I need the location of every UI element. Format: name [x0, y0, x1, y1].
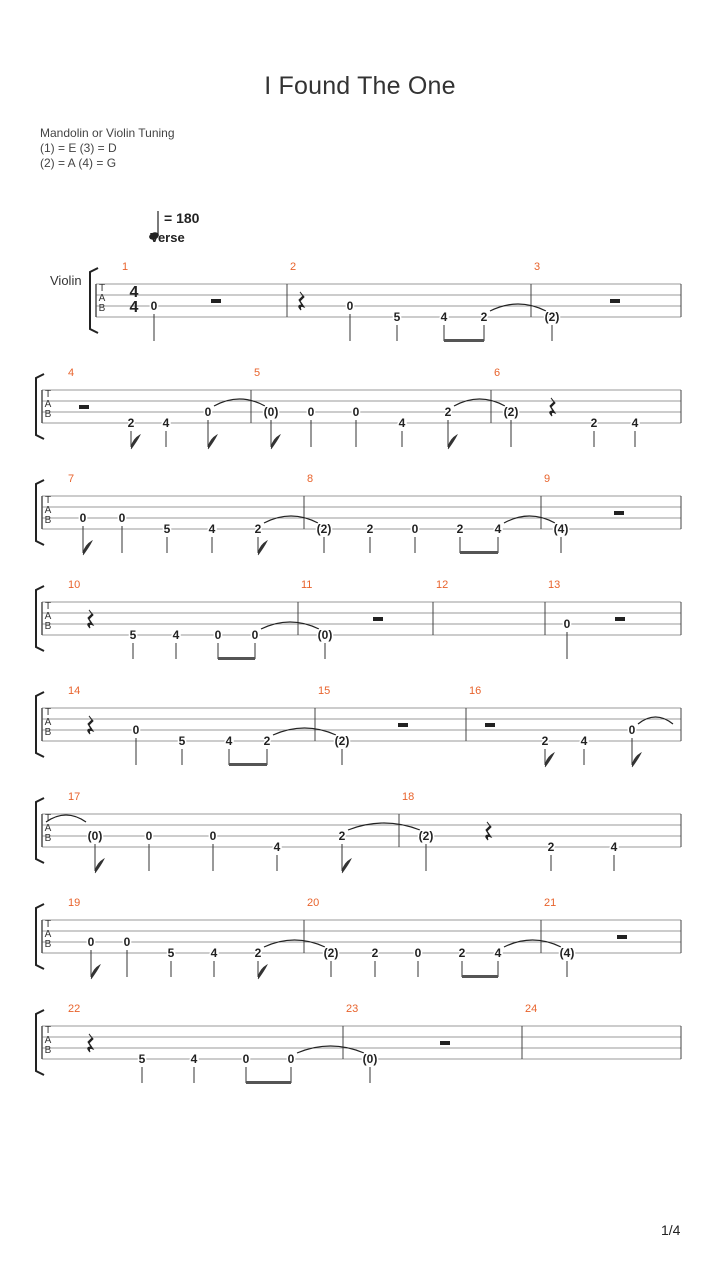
time-signature-digit: 4 [129, 284, 139, 301]
fret-number: 0 [87, 935, 95, 949]
staff-system [36, 367, 681, 449]
fret-number: 0 [123, 935, 131, 949]
staff-system [36, 791, 681, 873]
fret-number: (2) [334, 734, 350, 748]
fret-number: 2 [127, 416, 135, 430]
measure-number: 1 [122, 261, 129, 273]
measure-number: 2 [290, 261, 297, 273]
measure-number: 9 [544, 473, 551, 485]
tab-clef-letter: B [44, 515, 52, 526]
fret-number: 2 [263, 734, 271, 748]
fret-number: 2 [371, 946, 379, 960]
tab-clef-letter: B [44, 833, 52, 844]
staff-bracket [90, 268, 98, 333]
measure-number: 8 [307, 473, 314, 485]
fret-number: 4 [440, 310, 448, 324]
fret-number: 5 [178, 734, 186, 748]
staff-system [36, 473, 681, 555]
fret-number: 4 [273, 840, 281, 854]
tab-clef-letter: B [44, 621, 52, 632]
measure-number: 18 [402, 791, 415, 803]
fret-number: 5 [129, 628, 137, 642]
fret-number: 0 [346, 299, 354, 313]
half-rest-icon [398, 723, 408, 727]
tab-clef-letter: T [44, 601, 52, 612]
fret-number: 0 [79, 511, 87, 525]
tie-arc [454, 399, 505, 406]
tab-clef-letter: T [98, 283, 106, 294]
tab-clef-letter: T [44, 389, 52, 400]
tuning-line-1: (1) = E (3) = D [40, 141, 117, 155]
measure-number: 4 [68, 367, 75, 379]
measure-number: 24 [525, 1003, 538, 1015]
half-rest-icon [440, 1041, 450, 1045]
half-rest-icon [610, 299, 620, 303]
eighth-flag-icon [271, 435, 280, 449]
tab-clef-letter: T [44, 495, 52, 506]
tab-clef-letter: A [44, 611, 52, 622]
tab-clef-letter: A [98, 293, 106, 304]
time-signature-digit: 4 [129, 299, 139, 316]
measure-number: 13 [548, 579, 561, 591]
tab-clef-letter: T [44, 707, 52, 718]
measure-number: 7 [68, 473, 75, 485]
fret-number: (0) [362, 1052, 378, 1066]
note-beam [462, 975, 498, 978]
fret-number: (0) [317, 628, 333, 642]
fret-number: 0 [352, 405, 360, 419]
fret-number: (2) [544, 310, 560, 324]
fret-number: 0 [242, 1052, 250, 1066]
fret-number: 2 [366, 522, 374, 536]
fret-number: 4 [225, 734, 233, 748]
tab-clef-letter: A [44, 399, 52, 410]
tie-arc [264, 940, 325, 947]
fret-number: 2 [547, 840, 555, 854]
fret-number: 2 [458, 946, 466, 960]
tab-clef-letter: B [44, 727, 52, 738]
eighth-flag-icon [632, 753, 641, 767]
fret-number: 2 [480, 310, 488, 324]
fret-number: 2 [254, 946, 262, 960]
staff-bracket [36, 1010, 44, 1075]
staff-system [36, 579, 681, 660]
fret-number: 5 [393, 310, 401, 324]
fret-number: (4) [559, 946, 575, 960]
fret-number: (0) [263, 405, 279, 419]
measure-number: 17 [68, 791, 81, 803]
note-beam [246, 1081, 291, 1084]
fret-number: 0 [118, 511, 126, 525]
tie-arc [261, 622, 319, 629]
note-beam [229, 763, 267, 766]
eighth-flag-icon [545, 753, 554, 767]
fret-number: (4) [553, 522, 569, 536]
measure-number: 20 [307, 897, 320, 909]
half-rest-icon [79, 405, 89, 409]
fret-number: 4 [631, 416, 639, 430]
fret-number: 4 [162, 416, 170, 430]
staff-bracket [36, 904, 44, 969]
half-rest-icon [373, 617, 383, 621]
staff-bracket [36, 374, 44, 439]
fret-number: (2) [323, 946, 339, 960]
tab-clef-letter: T [44, 919, 52, 930]
fret-number: 4 [172, 628, 180, 642]
staff-system [36, 1003, 681, 1084]
fret-number: 0 [414, 946, 422, 960]
fret-number: 4 [610, 840, 618, 854]
note-beam [218, 657, 255, 660]
tie-arc [273, 728, 336, 735]
eighth-flag-icon [258, 541, 267, 555]
measure-number: 15 [318, 685, 331, 697]
eighth-flag-icon [208, 435, 217, 449]
tab-clef-letter: A [44, 1035, 52, 1046]
fret-number: 5 [163, 522, 171, 536]
fret-number: 2 [338, 829, 346, 843]
tab-clef-letter: B [98, 303, 106, 314]
tab-clef-letter: T [44, 1025, 52, 1036]
fret-number: 4 [580, 734, 588, 748]
tie-arc [46, 815, 86, 822]
measure-number: 11 [301, 579, 313, 591]
fret-number: 0 [209, 829, 217, 843]
tie-arc [504, 940, 561, 947]
fret-number: 0 [307, 405, 315, 419]
tuning-heading: Mandolin or Violin Tuning [40, 126, 175, 140]
staff-system [90, 261, 681, 342]
page-number: 1/4 [661, 1222, 681, 1238]
fret-number: 2 [590, 416, 598, 430]
fret-number: (2) [503, 405, 519, 419]
measure-number: 23 [346, 1003, 359, 1015]
staff-bracket [36, 480, 44, 545]
fret-number: 0 [563, 617, 571, 631]
tab-clef-letter: A [44, 505, 52, 516]
fret-number: 0 [287, 1052, 295, 1066]
tab-clef-letter: A [44, 717, 52, 728]
tie-arc [490, 304, 546, 311]
fret-number: 2 [444, 405, 452, 419]
fret-number: (0) [87, 829, 103, 843]
tie-arc [214, 399, 265, 406]
song-title: I Found The One [264, 72, 456, 100]
measure-number: 21 [544, 897, 557, 909]
eighth-flag-icon [83, 541, 92, 555]
eighth-flag-icon [258, 965, 267, 979]
fret-number: 5 [167, 946, 175, 960]
fret-number: 4 [190, 1052, 198, 1066]
staff-bracket [36, 798, 44, 863]
fret-number: 0 [251, 628, 259, 642]
measure-number: 14 [68, 685, 81, 697]
measure-number: 19 [68, 897, 81, 909]
half-rest-icon [485, 723, 495, 727]
staff-bracket [36, 586, 44, 651]
half-rest-icon [615, 617, 625, 621]
fret-number: 2 [456, 522, 464, 536]
section-label: Verse [150, 230, 185, 245]
fret-number: 0 [132, 723, 140, 737]
fret-number: 0 [411, 522, 419, 536]
fret-number: 0 [204, 405, 212, 419]
eighth-flag-icon [448, 435, 457, 449]
tie-arc [297, 1046, 364, 1053]
eighth-flag-icon [342, 859, 351, 873]
tempo-marking [148, 210, 200, 245]
fret-number: 4 [398, 416, 406, 430]
tab-clef-letter: B [44, 1045, 52, 1056]
fret-number: 0 [214, 628, 222, 642]
tempo-text: = 180 [164, 210, 200, 226]
fret-number: 4 [210, 946, 218, 960]
fret-number: 5 [138, 1052, 146, 1066]
measure-number: 16 [469, 685, 482, 697]
measure-number: 3 [534, 261, 541, 273]
measure-number: 10 [68, 579, 81, 591]
measure-number: 5 [254, 367, 261, 379]
measure-number: 12 [436, 579, 449, 591]
fret-number: 2 [541, 734, 549, 748]
staff-system [36, 685, 681, 767]
note-beam [444, 339, 484, 342]
fret-number: 0 [145, 829, 153, 843]
half-rest-icon [211, 299, 221, 303]
fret-number: (2) [316, 522, 332, 536]
tab-clef-letter: A [44, 823, 52, 834]
fret-number: (2) [418, 829, 434, 843]
fret-number: 4 [208, 522, 216, 536]
fret-number: 0 [150, 299, 158, 313]
staff-system [36, 897, 681, 979]
eighth-flag-icon [95, 859, 104, 873]
staff-bracket [36, 692, 44, 757]
fret-number: 4 [494, 522, 502, 536]
tab-clef-letter: B [44, 409, 52, 420]
tab-clef-letter: T [44, 813, 52, 824]
tie-arc [264, 516, 318, 523]
half-rest-icon [614, 511, 624, 515]
fret-number: 4 [494, 946, 502, 960]
eighth-flag-icon [91, 965, 100, 979]
tab-clef-letter: B [44, 939, 52, 950]
note-beam [460, 551, 498, 554]
tie-arc [348, 823, 420, 830]
instrument-label: Violin [50, 273, 82, 288]
measure-number: 6 [494, 367, 501, 379]
fret-number: 0 [628, 723, 636, 737]
tie-arc [504, 516, 555, 523]
tab-clef-letter: A [44, 929, 52, 940]
measure-number: 22 [68, 1003, 81, 1015]
half-rest-icon [617, 935, 627, 939]
fret-number: 2 [254, 522, 262, 536]
tuning-line-2: (2) = A (4) = G [40, 156, 117, 170]
tie-arc [638, 717, 673, 724]
eighth-flag-icon [131, 435, 140, 449]
